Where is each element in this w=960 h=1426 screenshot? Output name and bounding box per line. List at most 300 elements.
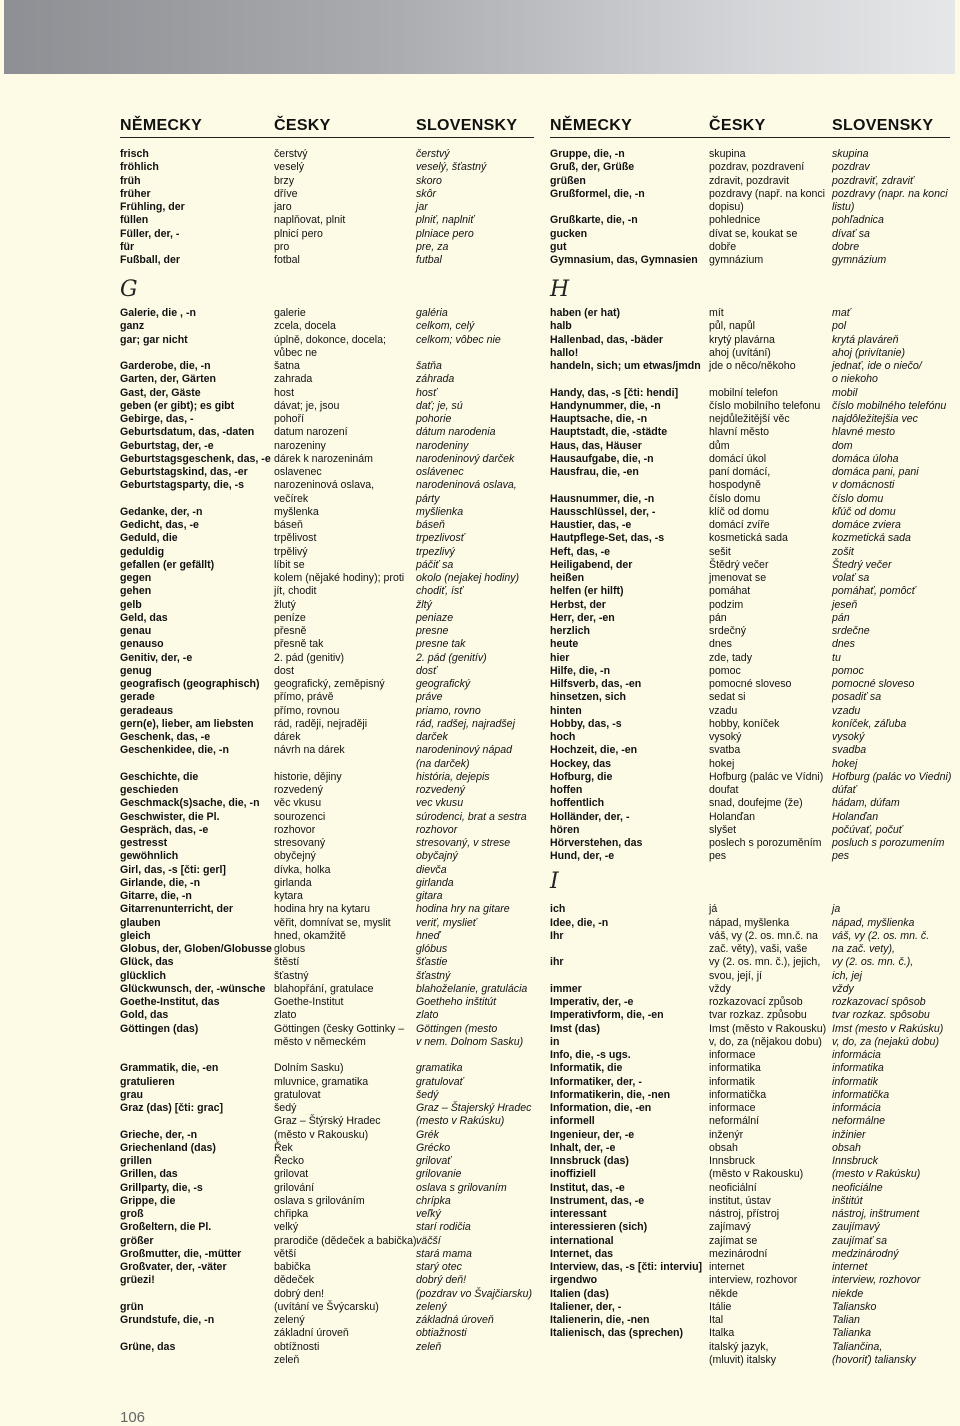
entry-de: helfen (er hilft) [550,585,624,598]
entry-sk: stresovaný, v strese [416,837,511,849]
entry-de: immer [550,982,582,995]
entry-cz: báseň [274,519,303,531]
entry-sk: (mesto v Rakúsku) [832,1168,921,1181]
entry-cz: podzim [709,598,744,611]
entry-sk: veselý, šťastný [416,161,487,174]
entry-sk: zaujímať sa [832,1234,887,1247]
entry-de: ihr [550,956,564,969]
entry-de: Haustier, das, -e [550,519,632,531]
entry-sk: dátum narodenia [416,426,496,439]
entry-cz: větší [274,1247,297,1260]
entry-de: Geburtstagskind, das, -er [120,466,248,478]
entry-de: Geschmack(s)sache, die, -n [120,797,260,810]
entry-sk: číslo mobilného telefónu [832,399,947,412]
entry-sk: trpezlivý [416,545,455,558]
entry-de: Inhalt, der, -e [550,1141,616,1154]
entry-sk: pán [832,611,850,624]
entry-sk: Taliansko [832,1300,877,1313]
entry-de: Ihr [550,929,564,942]
entry-sk: veriť, myslieť [416,916,477,929]
entry-de: hoffentlich [550,797,605,810]
entry-sk: v, do, za (nejakú dobu) [832,1035,939,1048]
entry-sk: svadba [832,744,867,757]
entry-cz: Řecko [274,1155,305,1167]
entry-cz: informatička [709,1088,767,1101]
entry-de: hinsetzen, sich [550,691,626,704]
entry-de: gratulieren [120,1075,175,1088]
entry-de: Holländer, der, - [550,810,630,823]
entry-cz: základní úroveň [274,1327,349,1340]
section-letter-g: G [120,277,138,302]
entry-sk: ich, jej [832,969,863,982]
entry-sk: vy (2. os. mn. č.), [832,956,914,969]
entry-de: ich [550,903,566,916]
entry-de: gerade [120,691,155,704]
entry-de: hoffen [550,784,583,796]
entry-sk: galéria [416,307,448,319]
entry-sk: pozdravy (napr. na konci [832,187,948,200]
entry-sk: okolo (nejakej hodiny) [416,572,520,584]
entry-sk: presne [416,625,449,637]
entry-cz: doufat [709,784,739,796]
entry-de: Gymnasium, das, Gymnasien [550,254,698,266]
entry-sk: priamo, rovno [416,704,481,717]
entry-sk: obtiažnosti [416,1327,467,1340]
entry-sk: pre, za [416,240,449,253]
entry-cz: pomáhat [709,585,751,598]
entry-cz: rozhovor [274,823,316,836]
entry-de: gleich [120,929,151,942]
entry-de: Heiligabend, der [550,558,633,571]
entry-sk: skoro [416,174,442,187]
entry-cz: chřipka [274,1208,309,1220]
entry-sk: záhrada [416,373,455,386]
entry-sk: kozmetická sada [832,532,911,545]
entry-cz: já [709,903,718,916]
entry-de: genau [120,625,152,637]
entry-cz: Göttingen (česky Gottinky – [274,1022,405,1035]
entry-sk: ahoj (privítanie) [832,346,906,359]
entry-cz: dnes [709,638,732,651]
entry-de: glücklich [120,969,166,982]
entry-cz: hlavní město [709,426,770,439]
entry-sk: kľúč od domu [832,505,896,518]
entry-cz: blahopřání, gratulace [274,982,374,995]
entry-cz: jmenovat se [709,572,767,584]
entry-cz: dárek k narozeninám [274,452,373,465]
entry-sk: šatňa [416,360,442,372]
entry-de: hallo! [550,346,579,359]
entry-sk: (pozdrav vo Švajčiarsku) [416,1287,532,1300]
entry-cz: informace [709,1102,756,1114]
entry-cz: zajímat se [709,1234,758,1247]
entry-sk: trpezlivosť [416,532,465,545]
entry-sk: pozdraviť, zdraviť [832,174,914,187]
entry-sk: rozkazovací spôsob [832,996,926,1008]
entry-sk: skupina [832,148,869,160]
entry-cz: grilování [274,1181,315,1194]
entry-de: Gitarre, die, -n [120,890,192,902]
entry-sk: gitara [416,890,443,902]
entry-cz: dávat; je, jsou [274,399,340,412]
entry-sk: o niekoho [832,373,878,386]
entry-sk: chrípka [416,1194,451,1207]
entry-cz: (uvítání ve Švýcarsku) [274,1300,379,1313]
entry-sk: dívať sa [832,227,870,240]
entry-sk: geografický [416,678,471,690]
entry-sk: šťastie [416,956,448,969]
entry-cz: žlutý [274,598,296,611]
entry-de: Garderobe, die, -n [120,360,211,372]
entry-cz: sedat si [709,691,746,704]
entry-sk: nápad, myšlienka [832,916,915,929]
entry-de: Girl, das, -s [čti: gerl] [120,863,226,876]
entry-sk: párty [416,492,440,505]
entry-cz: hokej [709,757,735,770]
entry-de: füllen [120,214,149,227]
entry-sk: peniaze [416,611,454,624]
entry-cz: narozeniny [274,439,326,452]
entry-sk: starý otec [416,1261,462,1273]
entry-de: grau [120,1088,143,1101]
entry-de: Hautpflege-Set, das, -s [550,532,665,545]
entry-de: Hausfrau, die, -en [550,466,639,478]
entry-cz: Hofburg (palác ve Vídni) [709,770,824,783]
entry-cz: mluvnice, gramatika [274,1075,369,1088]
entry-de: Internet, das [550,1247,613,1260]
entry-sk: pozdrav [832,161,870,174]
entry-de: Gast, der, Gäste [120,386,201,399]
entry-sk: vysoký [832,731,865,743]
entry-sk: gratulovať [416,1075,464,1088]
entry-sk: číslo domu [832,492,884,505]
entry-cz: datum narození [274,426,348,439]
entry-sk: inštitút [832,1194,863,1207]
entry-de: herzlich [550,625,591,637]
entry-cz: oslavenec [274,466,322,478]
entry-cz: jaro [274,201,292,213]
entry-cz: půl, napůl [709,320,755,333]
entry-sk: celkom; vôbec nie [416,333,501,346]
entry-de: Großmutter, die, -mütter [120,1247,242,1260]
entry-cz: přímo, rovnou [274,704,340,717]
entry-cz: interview, rozhovor [709,1274,798,1287]
entry-cz: večírek [274,492,309,505]
entry-cz: šatna [274,360,300,372]
entry-de: Geburtstagsgeschenk, das, -e [120,452,271,465]
entry-de: Glückwunsch, der, -wünsche [120,982,266,995]
entry-cz: Italka [709,1327,735,1340]
entry-cz: italský jazyk, [709,1340,769,1353]
entry-sk: posluch s porozumením [832,837,945,849]
entry-de: Handy, das, -s [čti: hendi] [550,386,679,399]
entry-de: Gedicht, das, -e [120,519,199,531]
entry-cz: Graz – Štýrský Hradec [274,1115,381,1128]
entry-cz: tvar rozkaz. způsobu [709,1009,807,1022]
entry-cz: líbit se [274,558,305,571]
entry-sk: šedý [416,1088,439,1101]
entry-cz: zdravit, pozdravit [709,174,790,187]
entry-sk: (mesto v Rakúsku) [416,1115,505,1128]
entry-de: Info, die, -s ugs. [550,1049,631,1061]
entry-cz: štěstí [274,956,300,969]
entry-cz: peníze [274,611,306,624]
entry-de: geradeaus [120,704,173,717]
entry-de: Girlande, die, -n [120,876,201,889]
entry-sk: presne tak [416,638,466,651]
entry-sk: informatička [832,1088,890,1101]
entry-sk: na zač. vety), [832,943,895,955]
entry-sk: informácia [832,1102,881,1114]
entry-sk: darček [416,731,448,743]
entry-de: Gitarrenunterricht, der [120,903,234,916]
entry-de: Hockey, das [550,757,612,770]
entry-de: Hofburg, die [550,770,613,783]
entry-sk: dobre [832,240,860,253]
entry-sk: 2. pád (genitív) [416,651,487,664]
entry-de: gegen [120,572,152,584]
entry-de: Griechenland (das) [120,1141,216,1154]
entry-cz: zahrada [274,373,313,386]
entry-de: grüezi! [120,1274,155,1287]
entry-sk: pohľadnica [832,214,884,227]
entry-sk: vždy [832,982,854,995]
entry-de: gewöhnlich [120,850,179,863]
entry-cz: sourozenci [274,810,326,823]
entry-sk: nástroj, inštrument [832,1208,920,1220]
entry-sk: základná úroveň [416,1314,494,1326]
entry-cz: informatika [709,1062,761,1075]
header-czech-left: ČESKY [274,117,331,134]
entry-de: Ingenieur, der, -e [550,1128,635,1141]
entry-de: Imperativ, der, -e [550,996,634,1008]
entry-cz: Ital [709,1314,724,1326]
entry-cz: nápad, myšlenka [709,916,790,929]
entry-sk: neoficiálne [832,1181,883,1194]
entry-de: handeln, sich; um etwas/jmdn [550,360,701,372]
entry-sk: starí rodičia [416,1221,471,1234]
entry-cz: dopisu) [709,201,744,213]
entry-de: Hörverstehen, das [550,837,643,849]
entry-sk: Imst (mesto v Rakúsku) [832,1022,944,1035]
entry-cz: plnicí pero [274,227,323,240]
entry-sk: pomocné sloveso [832,678,915,690]
entry-cz: 2. pád (genitiv) [274,651,345,664]
entry-sk: zelený [416,1300,447,1313]
entry-sk: domáce zviera [832,519,901,531]
entry-de: Informatiker, der, - [550,1075,642,1088]
entry-cz: pohoří [274,413,305,425]
entry-cz: čerstvý [274,148,308,160]
entry-cz: gymnázium [709,254,764,266]
entry-cz: domácí zvíře [709,519,770,531]
entry-sk: glóbus [416,943,448,955]
entry-de: Grippe, die [120,1194,176,1207]
entry-sk: blahoželanie, gratulácia [416,982,528,995]
entry-sk: Göttingen (mesto [416,1022,498,1035]
entry-cz: prarodiče (dědeček a babička) [274,1234,417,1247]
entry-de: Herr, der, -en [550,611,615,624]
entry-de: hören [550,823,580,836]
entry-sk: šťastný [416,969,451,982]
entry-cz: kytara [274,890,303,902]
entry-cz: velký [274,1221,299,1234]
entry-cz: kosmetická sada [709,532,788,545]
header-german-right: NĚMECKY [550,117,633,134]
entry-cz: Dolním Sasku) [274,1062,344,1075]
header-rule-left [120,137,534,138]
entry-cz: přímo, právě [274,691,334,704]
entry-sk: váš, vy (2. os. mn. č. [832,929,930,942]
entry-cz: dům [709,439,730,452]
entry-sk: inžinier [832,1128,866,1141]
entry-cz: Innsbruck [709,1155,755,1167]
entry-de: Großvater, der, -väter [120,1261,227,1273]
entry-de: Grieche, der, -n [120,1128,198,1141]
entry-cz: věřit, domnívat se, myslit [274,916,391,929]
entry-de: Innsbruck (das) [550,1155,629,1167]
entry-de: Gespräch, das, -e [120,823,209,836]
entry-de: Hausschlüssel, der, - [550,505,656,518]
entry-cz: neformální [709,1115,760,1128]
entry-de: gucken [550,227,588,240]
entry-de: Globus, der, Globen/Globusse [120,943,272,955]
header-slovak-left: SLOVENSKY [416,117,518,134]
entry-sk: v domácnosti [832,479,895,492]
entry-cz: dědeček [274,1274,315,1287]
entry-sk: zeleň [416,1340,442,1353]
entry-sk: grilovať [416,1155,451,1167]
entry-sk: hokej [832,757,858,770]
entry-sk: gymnázium [832,254,887,266]
entry-cz: (město v Rakousku) [274,1128,369,1141]
header-czech-right: ČESKY [709,117,766,134]
entry-cz: zcela, docela [274,320,336,333]
top-banner [4,0,955,74]
entry-de: Garten, der, Gärten [120,373,216,386]
entry-cz: zajímavý [709,1221,751,1234]
entry-sk: súrodenci, brat a sestra [416,810,527,823]
entry-cz: fotbal [274,254,300,266]
entry-de: hier [550,651,570,664]
entry-cz: hospodyně [709,479,761,492]
entry-sk: v nem. Dolnom Sasku) [416,1035,524,1048]
entry-cz: pomocné sloveso [709,678,792,690]
entry-de: Instrument, das, -e [550,1194,645,1207]
entry-cz: myšlenka [274,505,319,518]
entry-cz: úplně, dokonce, docela; [274,333,386,346]
entry-de: Göttingen (das) [120,1022,199,1035]
entry-cz: zlato [274,1009,297,1022]
entry-de: heute [550,638,579,651]
entry-de: Genitiv, der, -e [120,651,193,664]
entry-sk: Štedrý večer [832,558,892,571]
entry-de: geduldig [120,545,165,558]
entry-de: Grammatik, die, -en [120,1062,219,1075]
entry-de: ganz [120,320,145,333]
entry-cz: srdečný [709,625,747,637]
entry-cz: oslava s grilováním [274,1194,365,1207]
entry-cz: pohlednice [709,214,761,227]
entry-de: geschieden [120,784,179,796]
entry-de: Geburtsdatum, das, -daten [120,426,255,439]
entry-de: Füller, der, - [120,227,180,240]
entry-cz: rád, raději, nejraději [274,717,368,730]
section-letter-i: I [550,869,559,894]
entry-cz: narozeninová oslava, [274,479,375,492]
entry-sk: zošit [832,545,854,558]
entry-sk: jednať, ide o niečo/ [832,360,922,372]
entry-de: halb [550,320,572,333]
entry-cz: zelený [274,1314,305,1326]
entry-de: Grillparty, die, -s [120,1181,203,1194]
entry-de: grillen [120,1155,152,1167]
entry-de: fröhlich [120,161,159,174]
entry-cz: institut, ústav [709,1194,771,1207]
entry-cz: klíč od domu [709,505,770,518]
entry-cz: mobilní telefon [709,386,778,399]
entry-cz: historie, dějiny [274,770,342,783]
entry-cz: pomoc [709,664,741,677]
entry-sk: medzinárodný [832,1247,899,1260]
entry-cz: dívat se, koukat se [709,227,798,240]
entry-cz: Imst (město v Rakousku) [709,1022,827,1035]
entry-de: hinten [550,704,582,717]
entry-sk: informatik [832,1075,878,1088]
entry-sk: oslava s grilovaním [416,1181,507,1194]
entry-de: Interview, das, -s [čti: interviu] [550,1261,703,1273]
entry-de: Graz (das) [čti: grac] [120,1102,224,1114]
entry-cz: město v německém [274,1035,366,1048]
entry-cz: dárek [274,731,301,743]
entry-de: größer [120,1234,154,1247]
entry-de: geografisch (geographisch) [120,678,260,690]
entry-sk: informatika [832,1062,884,1075]
entry-sk: narodeninová oslava, [416,479,517,492]
entry-cz: v, do, za (nějakou dobu) [709,1035,822,1048]
entry-de: Gebirge, das, - [120,413,194,425]
entry-cz: babička [274,1261,311,1273]
entry-sk: oslávenec [416,466,464,478]
entry-de: Gold, das [120,1009,169,1022]
entry-de: Geburtstag, der, -e [120,439,214,452]
entry-sk: rozhovor [416,823,458,836]
entry-cz: Řek [274,1141,293,1154]
entry-sk: väčší [416,1234,441,1247]
entry-cz: vůbec ne [274,346,317,359]
entry-de: Italienerin, die, -nen [550,1314,650,1326]
entry-cz: trpělivý [274,545,308,558]
entry-cz: stresovaný [274,837,326,849]
entry-sk: zlato [416,1009,439,1022]
entry-sk: veľký [416,1208,441,1220]
entry-de: Großeltern, die Pl. [120,1221,212,1234]
entry-sk: rozvedený [416,784,465,796]
entry-cz: informatik [709,1075,755,1088]
entry-cz: šťastný [274,969,309,982]
entry-cz: gratulovat [274,1088,321,1101]
entry-sk: história, dejepis [416,770,490,783]
entry-de: gar; gar nicht [120,333,188,346]
entry-de: Gruß, der, Grüße [550,161,635,174]
entry-cz: geografický, zeměpisný [274,678,385,690]
entry-de: Geld, das [120,611,168,624]
entry-de: Hausaufgabe, die, -n [550,452,654,465]
entry-sk: hneď [416,929,441,942]
entry-sk: girlanda [416,876,454,889]
entry-cz: číslo mobilního telefonu [709,399,821,412]
entry-sk: mať [832,307,851,319]
